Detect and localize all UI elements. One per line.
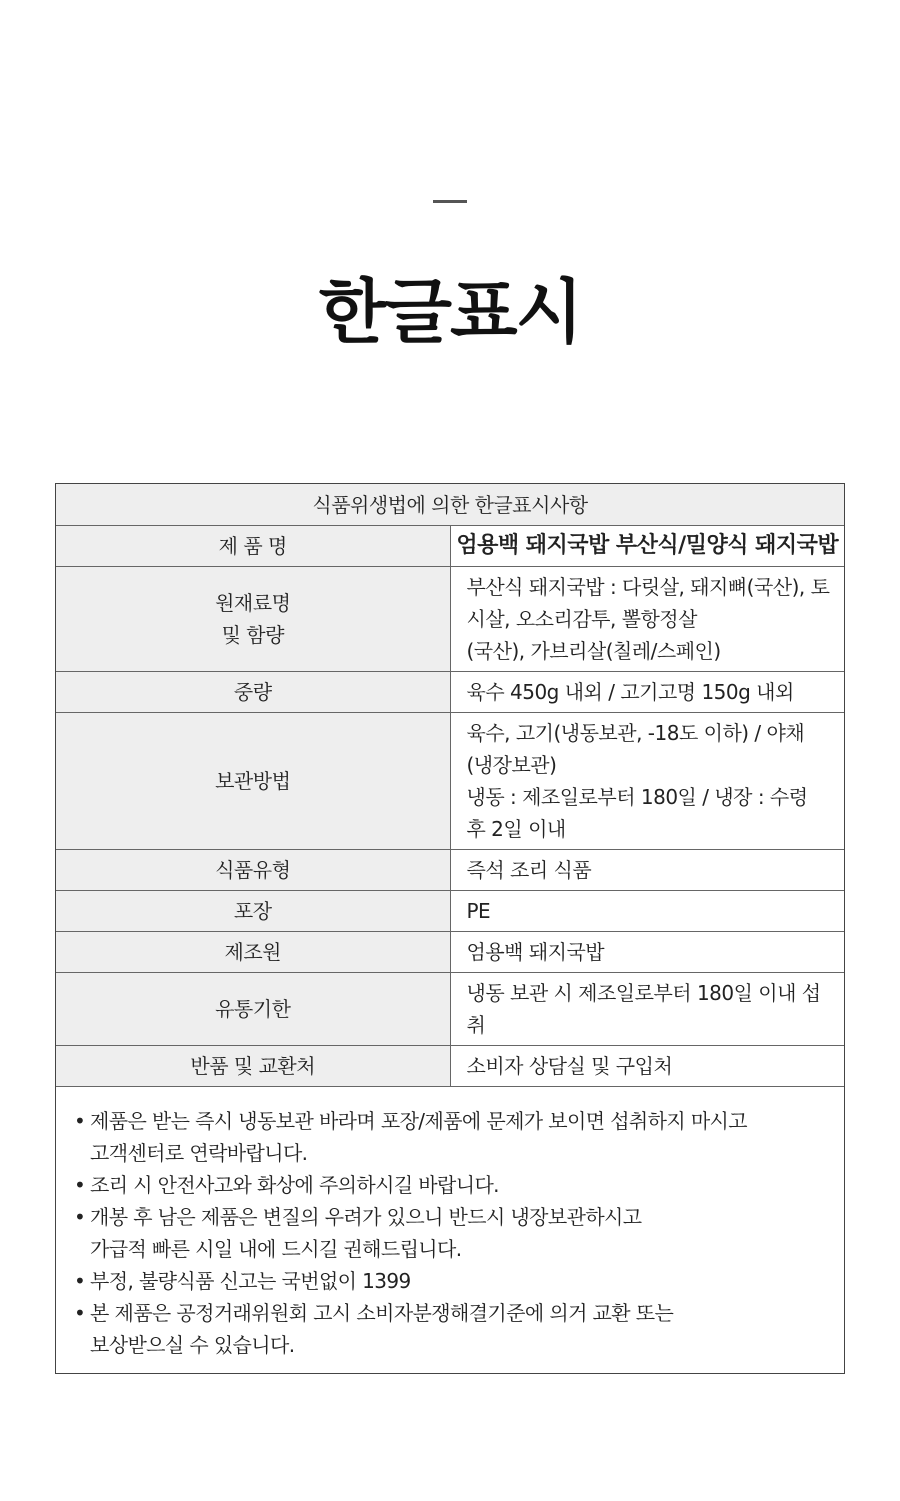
row-label-line: 원재료명	[215, 591, 291, 615]
row-label-weight: 중량	[56, 672, 450, 713]
bullet-icon: •	[74, 1301, 86, 1325]
row-value-line: (국산), 가브리살(칠레/스페인)	[466, 639, 721, 663]
row-label-manufacturer: 제조원	[56, 932, 450, 973]
table-row	[56, 891, 844, 932]
bullet-icon: •	[74, 1173, 86, 1197]
table-row	[56, 973, 844, 1046]
label-info-table	[56, 484, 844, 1087]
table-row	[56, 932, 844, 973]
notice-line: 고객센터로 연락바랍니다.	[90, 1141, 308, 1165]
row-value-ingredients	[450, 567, 844, 672]
row-label-storage: 보관방법	[56, 713, 450, 850]
table-row	[56, 567, 844, 672]
row-label-food-type: 식품유형	[56, 850, 450, 891]
bullet-icon: •	[74, 1269, 86, 1293]
row-label-shelf-life: 유통기한	[56, 973, 450, 1046]
row-value-returns: 소비자 상담실 및 구입처	[450, 1046, 844, 1087]
bullet-icon: •	[74, 1109, 86, 1133]
notice-line: 부정, 불량식품 신고는 국번없이 1399	[90, 1269, 411, 1293]
row-label-line: 및 함량	[221, 623, 284, 647]
notice-line: 조리 시 안전사고와 화상에 주의하시길 바랍니다.	[90, 1173, 499, 1197]
row-label-returns: 반품 및 교환처	[56, 1046, 450, 1087]
table-row	[56, 672, 844, 713]
bullet-icon: •	[74, 1205, 86, 1229]
row-value-line: 냉동 : 제조일로부터 180일 / 냉장 : 수령 후 2일 이내	[466, 785, 808, 841]
notice-item	[72, 1169, 828, 1201]
table-row	[56, 526, 844, 567]
row-value-weight: 육수 450g 내외 / 고기고명 150g 내외	[450, 672, 844, 713]
row-value-food-type: 즉석 조리 식품	[450, 850, 844, 891]
row-value-product-name: 엄용백 돼지국밥 부산식/밀양식 돼지국밥	[450, 526, 844, 567]
notice-line: 개봉 후 남은 제품은 변질의 우려가 있으니 반드시 냉장보관하시고	[90, 1205, 642, 1229]
page-title: 한글표시	[318, 271, 582, 353]
row-value-packaging: PE	[450, 891, 844, 932]
label-info-box	[55, 483, 845, 1374]
notice-section	[56, 1087, 844, 1373]
notice-line: 본 제품은 공정거래위원회 고시 소비자분쟁해결기준에 의거 교환 또는	[90, 1301, 674, 1325]
row-label-packaging: 포장	[56, 891, 450, 932]
table-caption: 식품위생법에 의한 한글표시사항	[56, 484, 844, 526]
row-value-shelf-life: 냉동 보관 시 제조일로부터 180일 이내 섭취	[450, 973, 844, 1046]
row-value-manufacturer: 엄용백 돼지국밥	[450, 932, 844, 973]
notice-line: 보상받으실 수 있습니다.	[90, 1333, 295, 1357]
notice-line: 가급적 빠른 시일 내에 드시길 권해드립니다.	[90, 1237, 462, 1261]
row-label-product-name: 제 품 명	[56, 526, 450, 567]
row-value-line: 육수, 고기(냉동보관, -18도 이하) / 야채(냉장보관)	[466, 721, 805, 777]
row-label-ingredients	[56, 567, 450, 672]
notice-item	[72, 1105, 828, 1169]
table-row	[56, 850, 844, 891]
table-caption-row	[56, 484, 844, 526]
notice-item	[72, 1297, 828, 1361]
table-row	[56, 713, 844, 850]
row-value-storage	[450, 713, 844, 850]
row-value-line: 부산식 돼지국밥 : 다릿살, 돼지뼈(국산), 토시살, 오소리감투, 뽈항정살	[466, 575, 830, 631]
notice-line: 제품은 받는 즉시 냉동보관 바라며 포장/제품에 문제가 보이면 섭취하지 마시고	[90, 1109, 747, 1133]
table-row	[56, 1046, 844, 1087]
title-accent-dash	[433, 200, 467, 203]
notice-item	[72, 1265, 828, 1297]
notice-item	[72, 1201, 828, 1265]
notice-list	[72, 1105, 828, 1361]
